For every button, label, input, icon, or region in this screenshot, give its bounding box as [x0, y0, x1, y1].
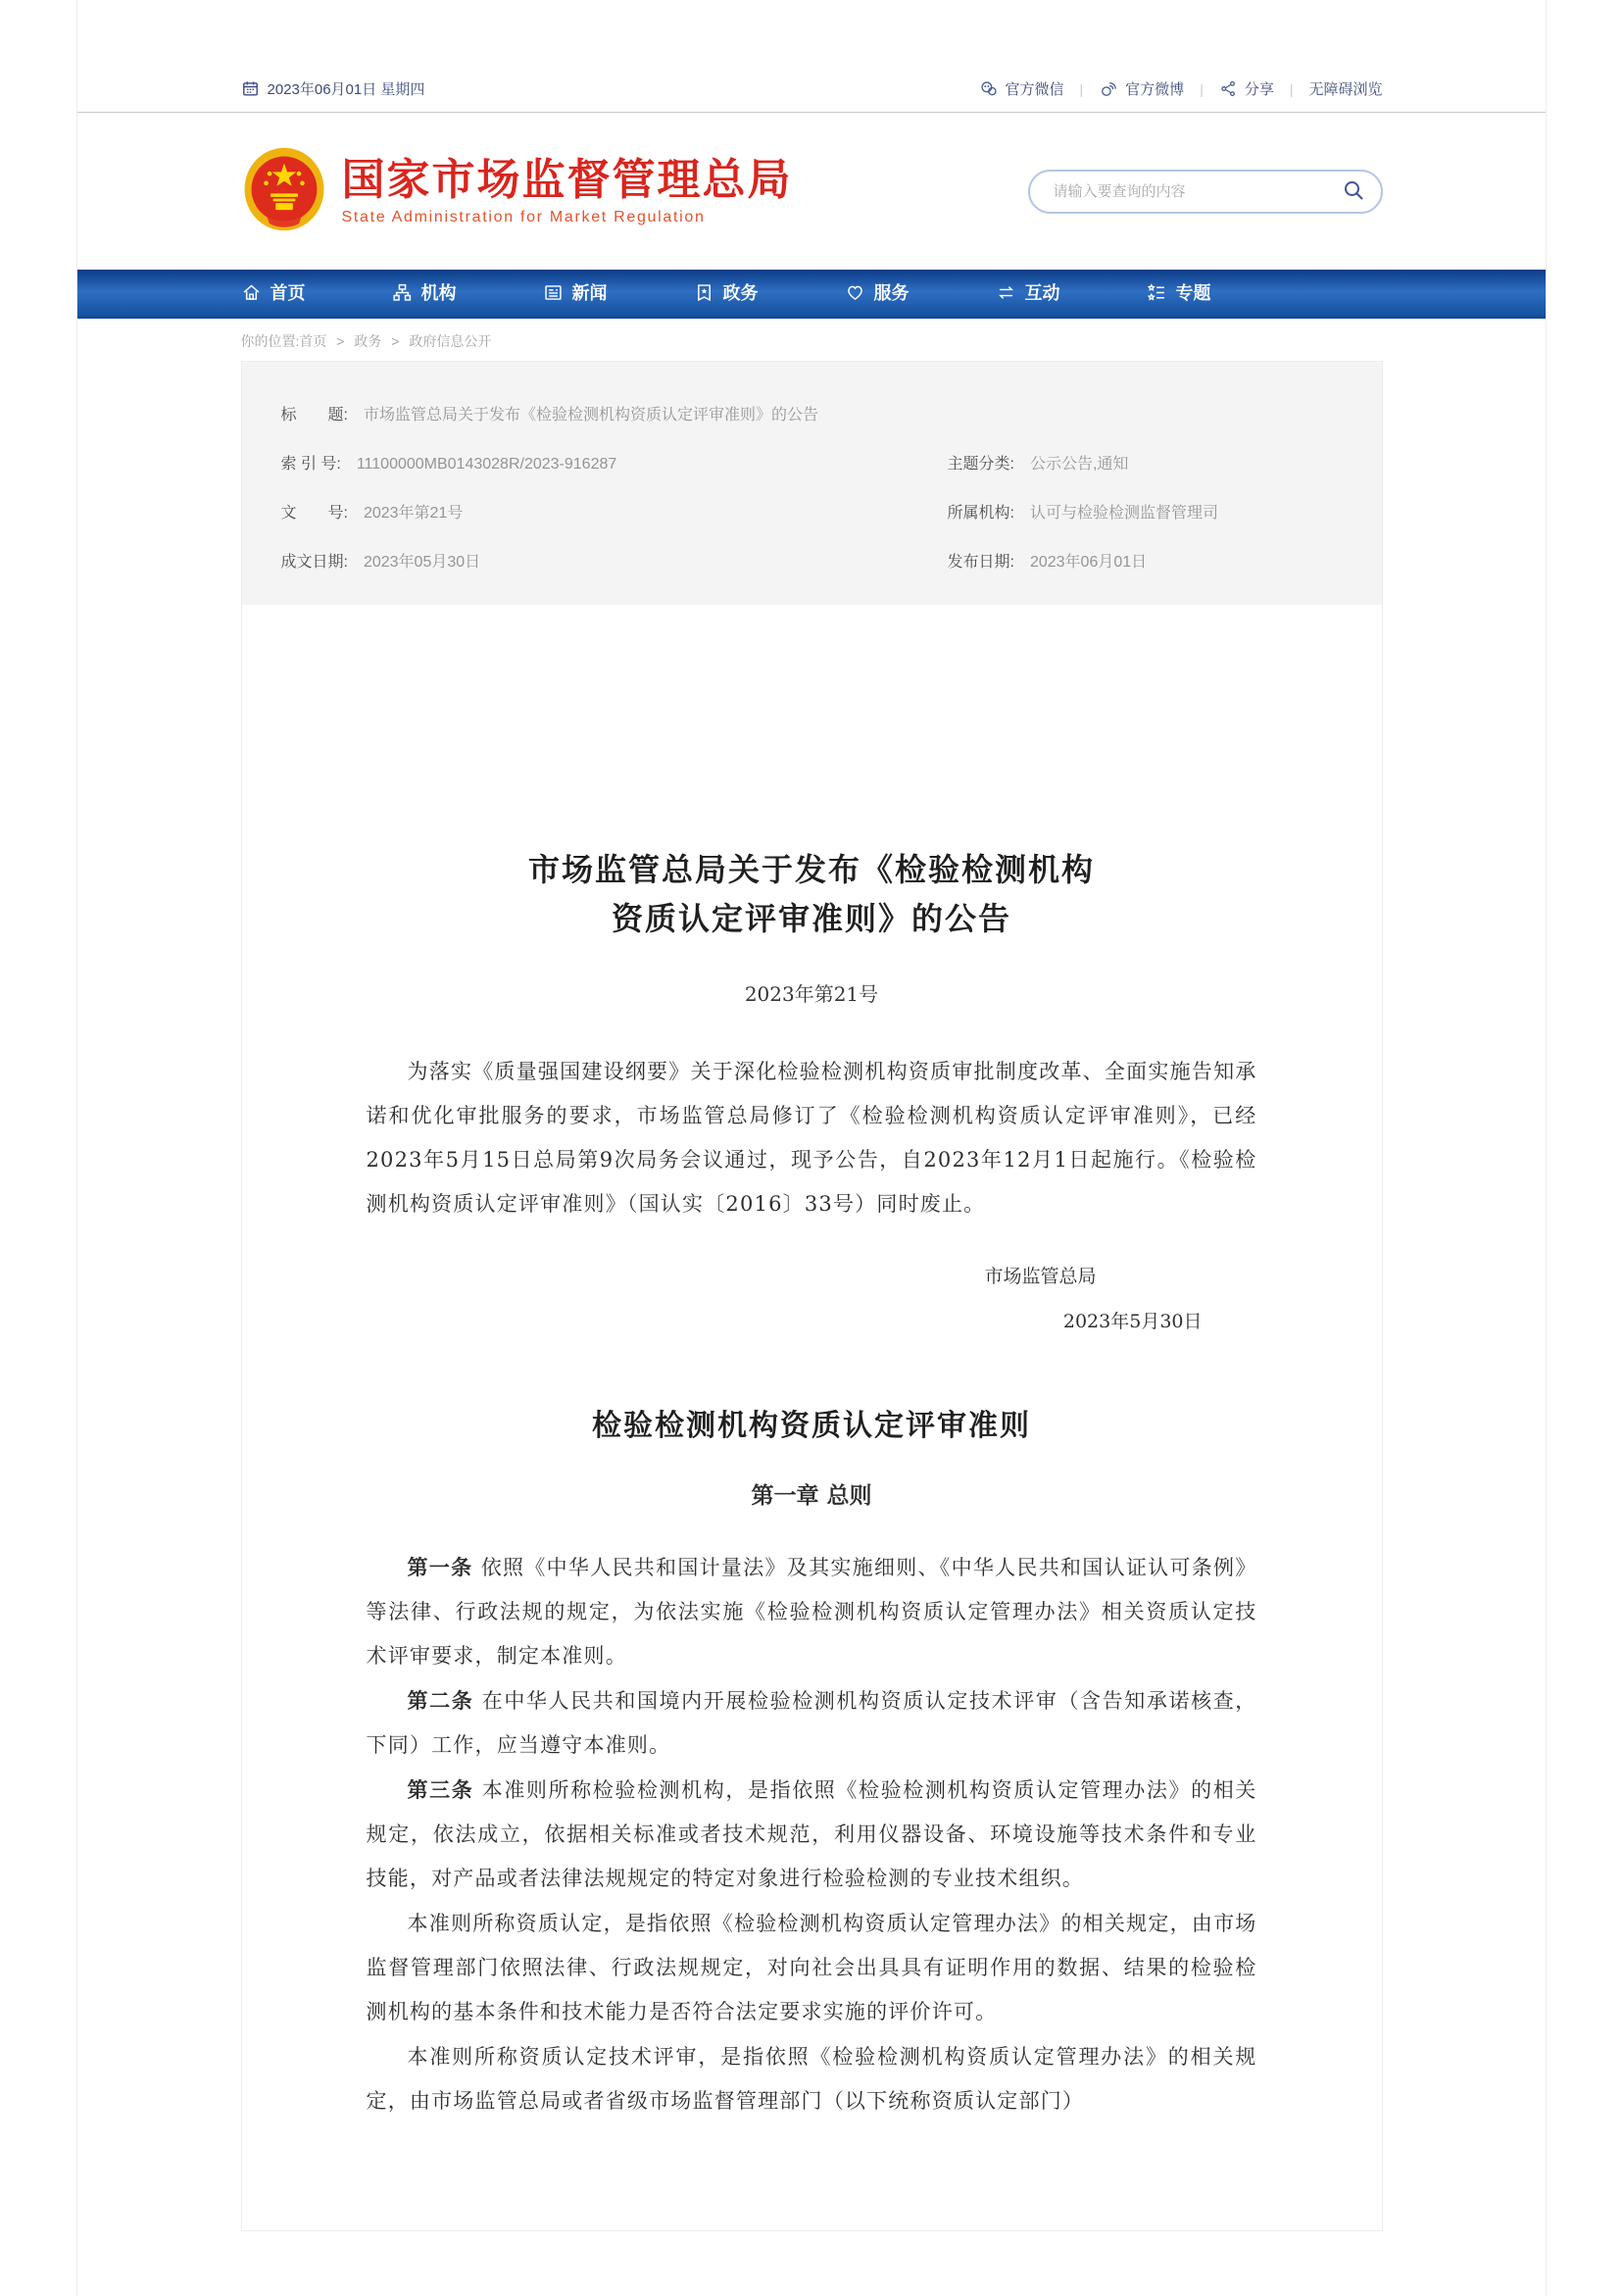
- exchange-arrows-icon: [996, 282, 1016, 303]
- share-link[interactable]: 分享: [1219, 78, 1274, 99]
- meta-written-date-value: 2023年05月30日: [363, 554, 481, 571]
- meta-index-value: 11100000MB0143028R/2023-916287: [356, 456, 617, 473]
- main-navbar: [77, 270, 1546, 319]
- document-badge-icon: [694, 282, 714, 303]
- site-subtitle: State Administration for Market Regulation: [341, 209, 706, 226]
- current-date: [241, 78, 425, 99]
- meta-title-value: 市场监管总局关于发布《检验检测机构资质认定评审准则》的公告: [363, 407, 818, 424]
- nav-item-services[interactable]: 服务: [845, 279, 910, 305]
- page-frame: [76, 0, 1547, 2296]
- signature-date: 2023年5月30日: [1062, 1311, 1203, 1332]
- accessibility-link[interactable]: 无障碍浏览: [1308, 81, 1383, 98]
- nav-item-orgs[interactable]: 机构: [392, 279, 457, 305]
- site-header: [77, 113, 1546, 270]
- top-utility-bar: [77, 0, 1546, 113]
- meta-title-label: 标 题:: [280, 407, 348, 424]
- document-body: [242, 605, 1382, 2230]
- weibo-icon: [1099, 79, 1118, 99]
- wechat-icon: [979, 79, 999, 99]
- separator: |: [1079, 80, 1084, 97]
- search-input[interactable]: [1054, 183, 1342, 200]
- calendar-icon: [241, 79, 260, 98]
- meta-row: [281, 440, 1343, 489]
- breadcrumb: [241, 319, 1383, 361]
- date-text: 2023年06月01日 星期四: [267, 81, 425, 98]
- article-number: 第三条: [407, 1777, 474, 1802]
- top-links: [979, 78, 1383, 99]
- nav-item-gov-affairs[interactable]: 政务: [694, 279, 759, 305]
- org-chart-icon: [392, 282, 413, 303]
- article-number: 第一条: [407, 1555, 473, 1579]
- nav-item-home[interactable]: 首页: [241, 279, 306, 305]
- breadcrumb-home[interactable]: 首页: [299, 333, 327, 349]
- rules-title: 检验检测机构资质认定评审准则: [592, 1410, 1031, 1442]
- meta-index-label: 索 引 号:: [280, 456, 341, 473]
- national-emblem-icon: [241, 145, 327, 238]
- document-title: 市场监管总局关于发布《检验检测机构 资质认定评审准则》的公告: [527, 852, 1095, 936]
- meta-docnum-value: 2023年第21号: [363, 505, 464, 522]
- document-metadata: [242, 362, 1382, 605]
- share-icon: [1219, 79, 1238, 98]
- home-icon: [241, 282, 262, 303]
- nav-item-interaction[interactable]: 互动: [996, 279, 1060, 305]
- meta-docnum-label: 文 号:: [280, 505, 348, 522]
- document-number: 2023年第21号: [744, 982, 879, 1006]
- breadcrumb-gov[interactable]: 政务: [354, 333, 382, 349]
- article-paragraph: 第三条 本准则所称检验检测机构，是指依照《检验检测机构资质认定管理办法》的相关规定，依法成立，依据相关标准或者技术规范，利用仪器设备、环境设施等技术条件和专业技能，对产品或者法律法规规定的特定对象进行检验检测的专业技术组织。: [366, 1777, 1257, 1890]
- article-paragraph: 第一条 依照《中华人民共和国计量法》及其实施细则、《中华人民共和国认证认可条例》等法律、行政法规的规定，为依法实施《检验检测机构资质认定管理办法》相关资质认定技术评审要求，制定本准则。: [366, 1555, 1257, 1668]
- separator: |: [1200, 80, 1204, 97]
- signature-name: 市场监管总局: [984, 1266, 1097, 1287]
- separator: |: [1289, 80, 1294, 97]
- announcement-paragraph: 为落实《质量强国建设纲要》关于深化检验检测机构资质审批制度改革、全面实施告知承诺和优化审批服务的要求，市场监管总局修订了《检验检测机构资质认定评审准则》，已经2023年5月15日总局第9次局务会议通过，现予公告，自2023年12月1日起施行。《检验检测机构资质认定评审准则》（国认实〔2016〕33号）同时废止。: [366, 1060, 1257, 1216]
- breadcrumb-separator: >: [336, 333, 345, 349]
- article-paragraph: 第二条 在中华人民共和国境内开展检验检测机构资质认定技术评审（含告知承诺核查，下同）工作，应当遵守本准则。: [366, 1688, 1257, 1757]
- meta-row: [281, 489, 1343, 538]
- article-number: 第二条: [407, 1688, 474, 1713]
- site-title: 国家市场监督管理总局: [341, 155, 793, 204]
- nav-item-topics[interactable]: 专题: [1147, 279, 1211, 305]
- meta-publish-date-value: 2023年06月01日: [1029, 554, 1148, 571]
- chapter-title: 第一章 总则: [751, 1482, 872, 1509]
- article-paragraph: 本准则所称资质认定技术评审，是指依照《检验检测机构资质认定管理办法》的相关规定，由市场监管总局或者省级市场监督管理部门（以下统称资质认定部门）: [366, 2045, 1257, 2113]
- heart-icon: [845, 282, 865, 303]
- newspaper-icon: [543, 282, 564, 303]
- meta-row: [281, 538, 1343, 587]
- wechat-link[interactable]: 官方微信: [979, 78, 1064, 99]
- meta-agency-label: 所属机构:: [947, 505, 1014, 522]
- breadcrumb-separator: >: [391, 333, 400, 349]
- breadcrumb-prefix: 你的位置:: [240, 333, 300, 349]
- site-search: [1028, 170, 1383, 214]
- breadcrumb-info-disclosure[interactable]: 政府信息公开: [409, 333, 492, 349]
- meta-category-value: 公示公告,通知: [1029, 456, 1129, 473]
- search-icon: [1342, 178, 1365, 205]
- article-paragraph: 本准则所称资质认定，是指依照《检验检测机构资质认定管理办法》的相关规定，由市场监督管理部门依照法律、行政法规规定，对向社会出具具有证明作用的数据、结果的检验检测机构的基本条件和技术能力是否符合法定要求实施的评价许可。: [366, 1912, 1257, 2023]
- search-button[interactable]: [1342, 178, 1365, 205]
- site-logo[interactable]: [241, 145, 793, 238]
- meta-agency-value: 认可与检验检测监督管理司: [1029, 505, 1218, 522]
- weibo-link[interactable]: 官方微博: [1099, 78, 1184, 99]
- meta-written-date-label: 成文日期:: [280, 554, 348, 571]
- signature-block: [367, 1254, 1257, 1344]
- rules-paragraphs: [367, 1545, 1257, 2123]
- meta-title-row: [281, 391, 1343, 440]
- content-panel: [241, 361, 1383, 2231]
- meta-category-label: 主题分类:: [947, 456, 1014, 473]
- nav-item-news[interactable]: 新闻: [543, 279, 608, 305]
- meta-publish-date-label: 发布日期:: [947, 554, 1014, 571]
- star-list-icon: [1147, 282, 1167, 303]
